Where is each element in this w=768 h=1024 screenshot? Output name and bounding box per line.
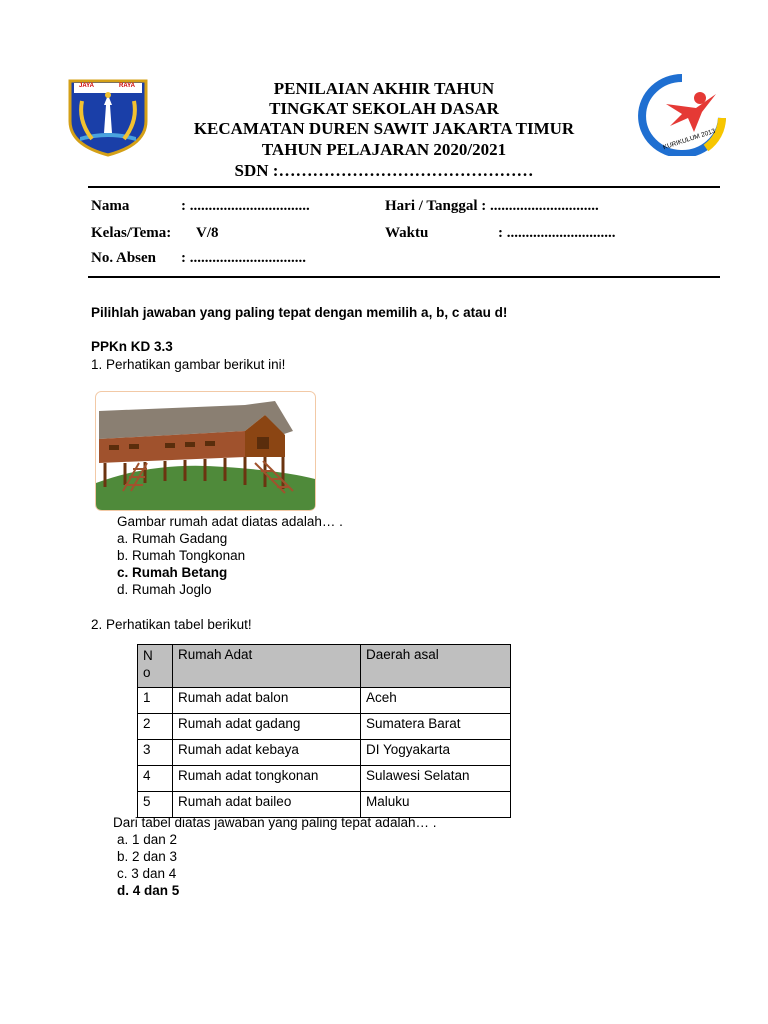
table-cell-no: 2 <box>138 714 173 740</box>
nama-label: Nama <box>91 198 130 214</box>
rumah-adat-table <box>137 644 511 818</box>
absen-label: No. Absen <box>91 250 157 266</box>
q1-question: Gambar rumah adat diatas adalah… . <box>117 514 343 529</box>
header-rule-top <box>88 186 720 188</box>
table-header-daerah-asal: Daerah asal <box>361 645 511 688</box>
table-cell-rumah-adat: Rumah adat gadang <box>173 714 361 740</box>
header-rule-bottom <box>88 276 720 278</box>
q2-question: Dari tabel diatas jawaban yang paling tepat adalah… . <box>113 815 437 830</box>
emblem-text-left: JAYA <box>79 83 94 89</box>
table-header-row <box>138 645 511 688</box>
table-cell-no: 3 <box>138 740 173 766</box>
table-cell-rumah-adat: Rumah adat baileo <box>173 792 361 818</box>
absen-field[interactable]: : ............................... <box>181 250 306 266</box>
header-title-line-4: TAHUN PELAJARAN 2020/2021 <box>261 140 507 159</box>
q2-option-b[interactable]: b. 2 dan 3 <box>117 849 178 864</box>
q2-option-c[interactable]: c. 3 dan 4 <box>117 866 177 881</box>
header-title-line-2: TINGKAT SEKOLAH DASAR <box>269 99 499 118</box>
waktu-field[interactable]: : ............................. <box>498 225 616 241</box>
waktu-label: Waktu <box>385 225 429 241</box>
table-cell-rumah-adat: Rumah adat balon <box>173 688 361 714</box>
table-cell-daerah-asal: DI Yogyakarta <box>361 740 511 766</box>
table-header-rumah-adat: Rumah Adat <box>173 645 361 688</box>
table-cell-no: 4 <box>138 766 173 792</box>
table-cell-daerah-asal: Maluku <box>361 792 511 818</box>
q1-option-b[interactable]: b. Rumah Tongkonan <box>117 548 246 563</box>
header-title-line-1: PENILAIAN AKHIR TAHUN <box>273 79 495 98</box>
q1-prompt: 1. Perhatikan gambar berikut ini! <box>91 357 286 372</box>
kurikulum-logo-text: KURIKULUM 2013 <box>662 127 717 152</box>
q2-option-d[interactable]: d. 4 dan 5 <box>117 883 180 898</box>
q2-option-a[interactable]: a. 1 dan 2 <box>117 832 178 847</box>
header-title-line-5: SDN :……………………………………… <box>234 161 534 180</box>
table-row <box>138 766 511 792</box>
header-title-line-3: KECAMATAN DUREN SAWIT JAKARTA TIMUR <box>193 119 575 138</box>
table-row <box>138 740 511 766</box>
q1-option-a[interactable]: a. Rumah Gadang <box>117 531 228 546</box>
rumah-betang-image <box>95 391 316 511</box>
table-cell-daerah-asal: Sumatera Barat <box>361 714 511 740</box>
table-cell-rumah-adat: Rumah adat tongkonan <box>173 766 361 792</box>
table-cell-no: 5 <box>138 792 173 818</box>
table-cell-rumah-adat: Rumah adat kebaya <box>173 740 361 766</box>
table-cell-no: 1 <box>138 688 173 714</box>
emblem-text-right: RAYA <box>119 83 135 89</box>
table-row <box>138 714 511 740</box>
table-cell-daerah-asal: Sulawesi Selatan <box>361 766 511 792</box>
nama-field[interactable]: : ................................ <box>181 198 310 214</box>
kelas-value: V/8 <box>196 225 219 241</box>
q2-prompt: 2. Perhatikan tabel berikut! <box>91 617 252 632</box>
q1-option-c[interactable]: c. Rumah Betang <box>117 565 228 580</box>
instruction: Pilihlah jawaban yang paling tepat dengan memilih a, b, c atau d! <box>91 305 508 320</box>
kelas-label: Kelas/Tema: <box>91 225 172 241</box>
table-row <box>138 688 511 714</box>
section-title: PPKn KD 3.3 <box>91 339 173 354</box>
hari-tanggal-field[interactable]: Hari / Tanggal : ............................. <box>385 198 599 214</box>
table-header-no: N o <box>138 645 173 688</box>
q1-option-d[interactable]: d. Rumah Joglo <box>117 582 212 597</box>
table-cell-daerah-asal: Aceh <box>361 688 511 714</box>
